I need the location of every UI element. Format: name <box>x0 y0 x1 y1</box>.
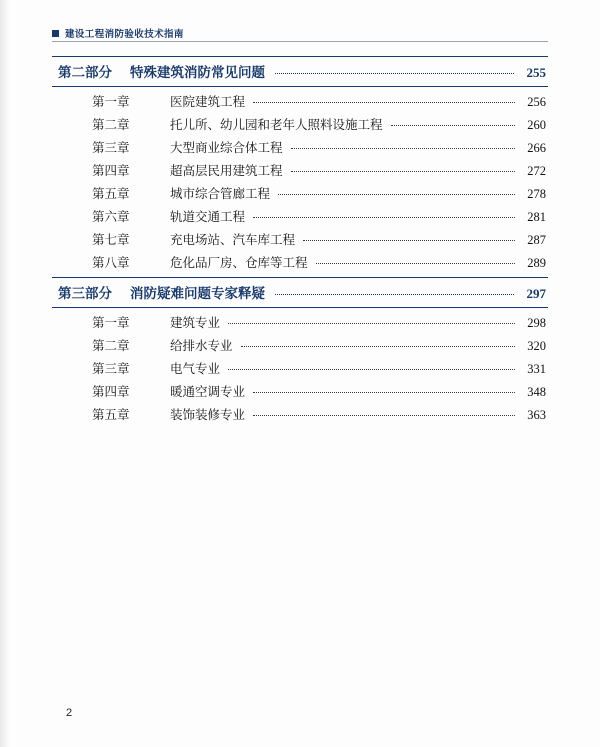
toc-chapter-row[interactable] <box>52 202 548 225</box>
toc-chapter-title: 危化品厂房、仓库等工程 <box>170 255 308 270</box>
toc-chapter-title: 医院建筑工程 <box>170 94 246 109</box>
toc-part-header[interactable] <box>52 56 548 87</box>
toc-leader-dots <box>253 391 515 393</box>
toc-chapter-title: 城市综合管廊工程 <box>170 186 271 201</box>
toc-leader-dots <box>316 262 515 264</box>
toc-chapter-number: 第七章 <box>92 232 130 247</box>
toc-leader-dots <box>391 124 515 126</box>
toc-part <box>52 56 548 271</box>
toc-chapter-row[interactable] <box>52 110 548 133</box>
toc-leader-dots <box>275 72 514 74</box>
toc-chapter-title: 给排水专业 <box>170 338 233 353</box>
toc-chapter-page: 331 <box>527 361 546 376</box>
toc-chapter-list <box>52 87 548 271</box>
toc-chapter-row[interactable] <box>52 248 548 271</box>
toc-chapter-page: 287 <box>527 232 546 247</box>
toc-chapter-number: 第六章 <box>92 209 130 224</box>
toc-chapter-number: 第四章 <box>92 384 130 399</box>
toc-chapter-title: 电气专业 <box>170 361 221 376</box>
toc-chapter-list <box>52 308 548 423</box>
toc-chapter-number: 第八章 <box>92 255 130 270</box>
toc-leader-dots <box>291 170 515 172</box>
toc-chapter-page: 298 <box>527 315 546 330</box>
toc-chapter-row[interactable] <box>52 87 548 110</box>
toc-part-page: 297 <box>526 286 546 301</box>
toc-part-title: 特殊建筑消防常见问题 <box>130 65 265 80</box>
toc-part-header[interactable] <box>52 277 548 308</box>
toc-leader-dots <box>241 345 515 347</box>
toc-chapter-number: 第二章 <box>92 338 130 353</box>
square-bullet-icon <box>52 30 59 37</box>
table-of-contents <box>52 56 548 423</box>
toc-part-number: 第二部分 <box>58 65 112 80</box>
toc-chapter-title: 大型商业综合体工程 <box>170 140 283 155</box>
toc-chapter-page: 289 <box>527 255 546 270</box>
toc-chapter-row[interactable] <box>52 354 548 377</box>
toc-chapter-row[interactable] <box>52 225 548 248</box>
page-edge-shadow <box>0 0 10 747</box>
toc-chapter-title: 充电场站、汽车库工程 <box>170 232 296 247</box>
toc-leader-dots <box>291 147 515 149</box>
toc-leader-dots <box>228 322 515 324</box>
toc-chapter-number: 第五章 <box>92 407 130 422</box>
toc-chapter-row[interactable] <box>52 308 548 331</box>
toc-leader-dots <box>228 368 515 370</box>
toc-chapter-page: 272 <box>527 163 546 178</box>
toc-chapter-number: 第一章 <box>92 315 130 330</box>
toc-chapter-number: 第五章 <box>92 186 130 201</box>
toc-chapter-row[interactable] <box>52 377 548 400</box>
toc-part-title: 消防疑难问题专家释疑 <box>130 286 265 301</box>
header-rule <box>52 41 548 42</box>
toc-chapter-number: 第一章 <box>92 94 130 109</box>
toc-chapter-page: 363 <box>527 407 546 422</box>
toc-chapter-page: 260 <box>527 117 546 132</box>
toc-chapter-row[interactable] <box>52 133 548 156</box>
toc-leader-dots <box>303 239 515 241</box>
toc-part-number: 第三部分 <box>58 286 112 301</box>
toc-chapter-page: 256 <box>527 94 546 109</box>
toc-chapter-number: 第三章 <box>92 140 130 155</box>
toc-chapter-title: 托儿所、幼儿园和老年人照料设施工程 <box>170 117 383 132</box>
toc-chapter-page: 281 <box>527 209 546 224</box>
toc-chapter-title: 轨道交通工程 <box>170 209 246 224</box>
toc-chapter-page: 348 <box>527 384 546 399</box>
toc-chapter-title: 超高层民用建筑工程 <box>170 163 283 178</box>
running-header-text: 建设工程消防验收技术指南 <box>65 29 184 40</box>
toc-leader-dots <box>253 216 515 218</box>
toc-chapter-page: 320 <box>527 338 546 353</box>
toc-leader-dots <box>278 193 515 195</box>
toc-chapter-page: 266 <box>527 140 546 155</box>
toc-part-page: 255 <box>526 65 546 80</box>
toc-chapter-row[interactable] <box>52 331 548 354</box>
toc-chapter-number: 第三章 <box>92 361 130 376</box>
toc-chapter-row[interactable] <box>52 156 548 179</box>
toc-chapter-number: 第四章 <box>92 163 130 178</box>
toc-chapter-title: 暖通空调专业 <box>170 384 246 399</box>
toc-chapter-page: 278 <box>527 186 546 201</box>
toc-leader-dots <box>253 414 515 416</box>
toc-leader-dots <box>253 101 515 103</box>
page-number: 2 <box>66 707 73 719</box>
toc-chapter-number: 第二章 <box>92 117 130 132</box>
toc-part <box>52 277 548 423</box>
toc-chapter-row[interactable] <box>52 400 548 423</box>
toc-chapter-row[interactable] <box>52 179 548 202</box>
running-header <box>52 26 184 40</box>
toc-chapter-title: 装饰装修专业 <box>170 407 246 422</box>
toc-chapter-title: 建筑专业 <box>170 315 221 330</box>
toc-leader-dots <box>275 293 514 295</box>
